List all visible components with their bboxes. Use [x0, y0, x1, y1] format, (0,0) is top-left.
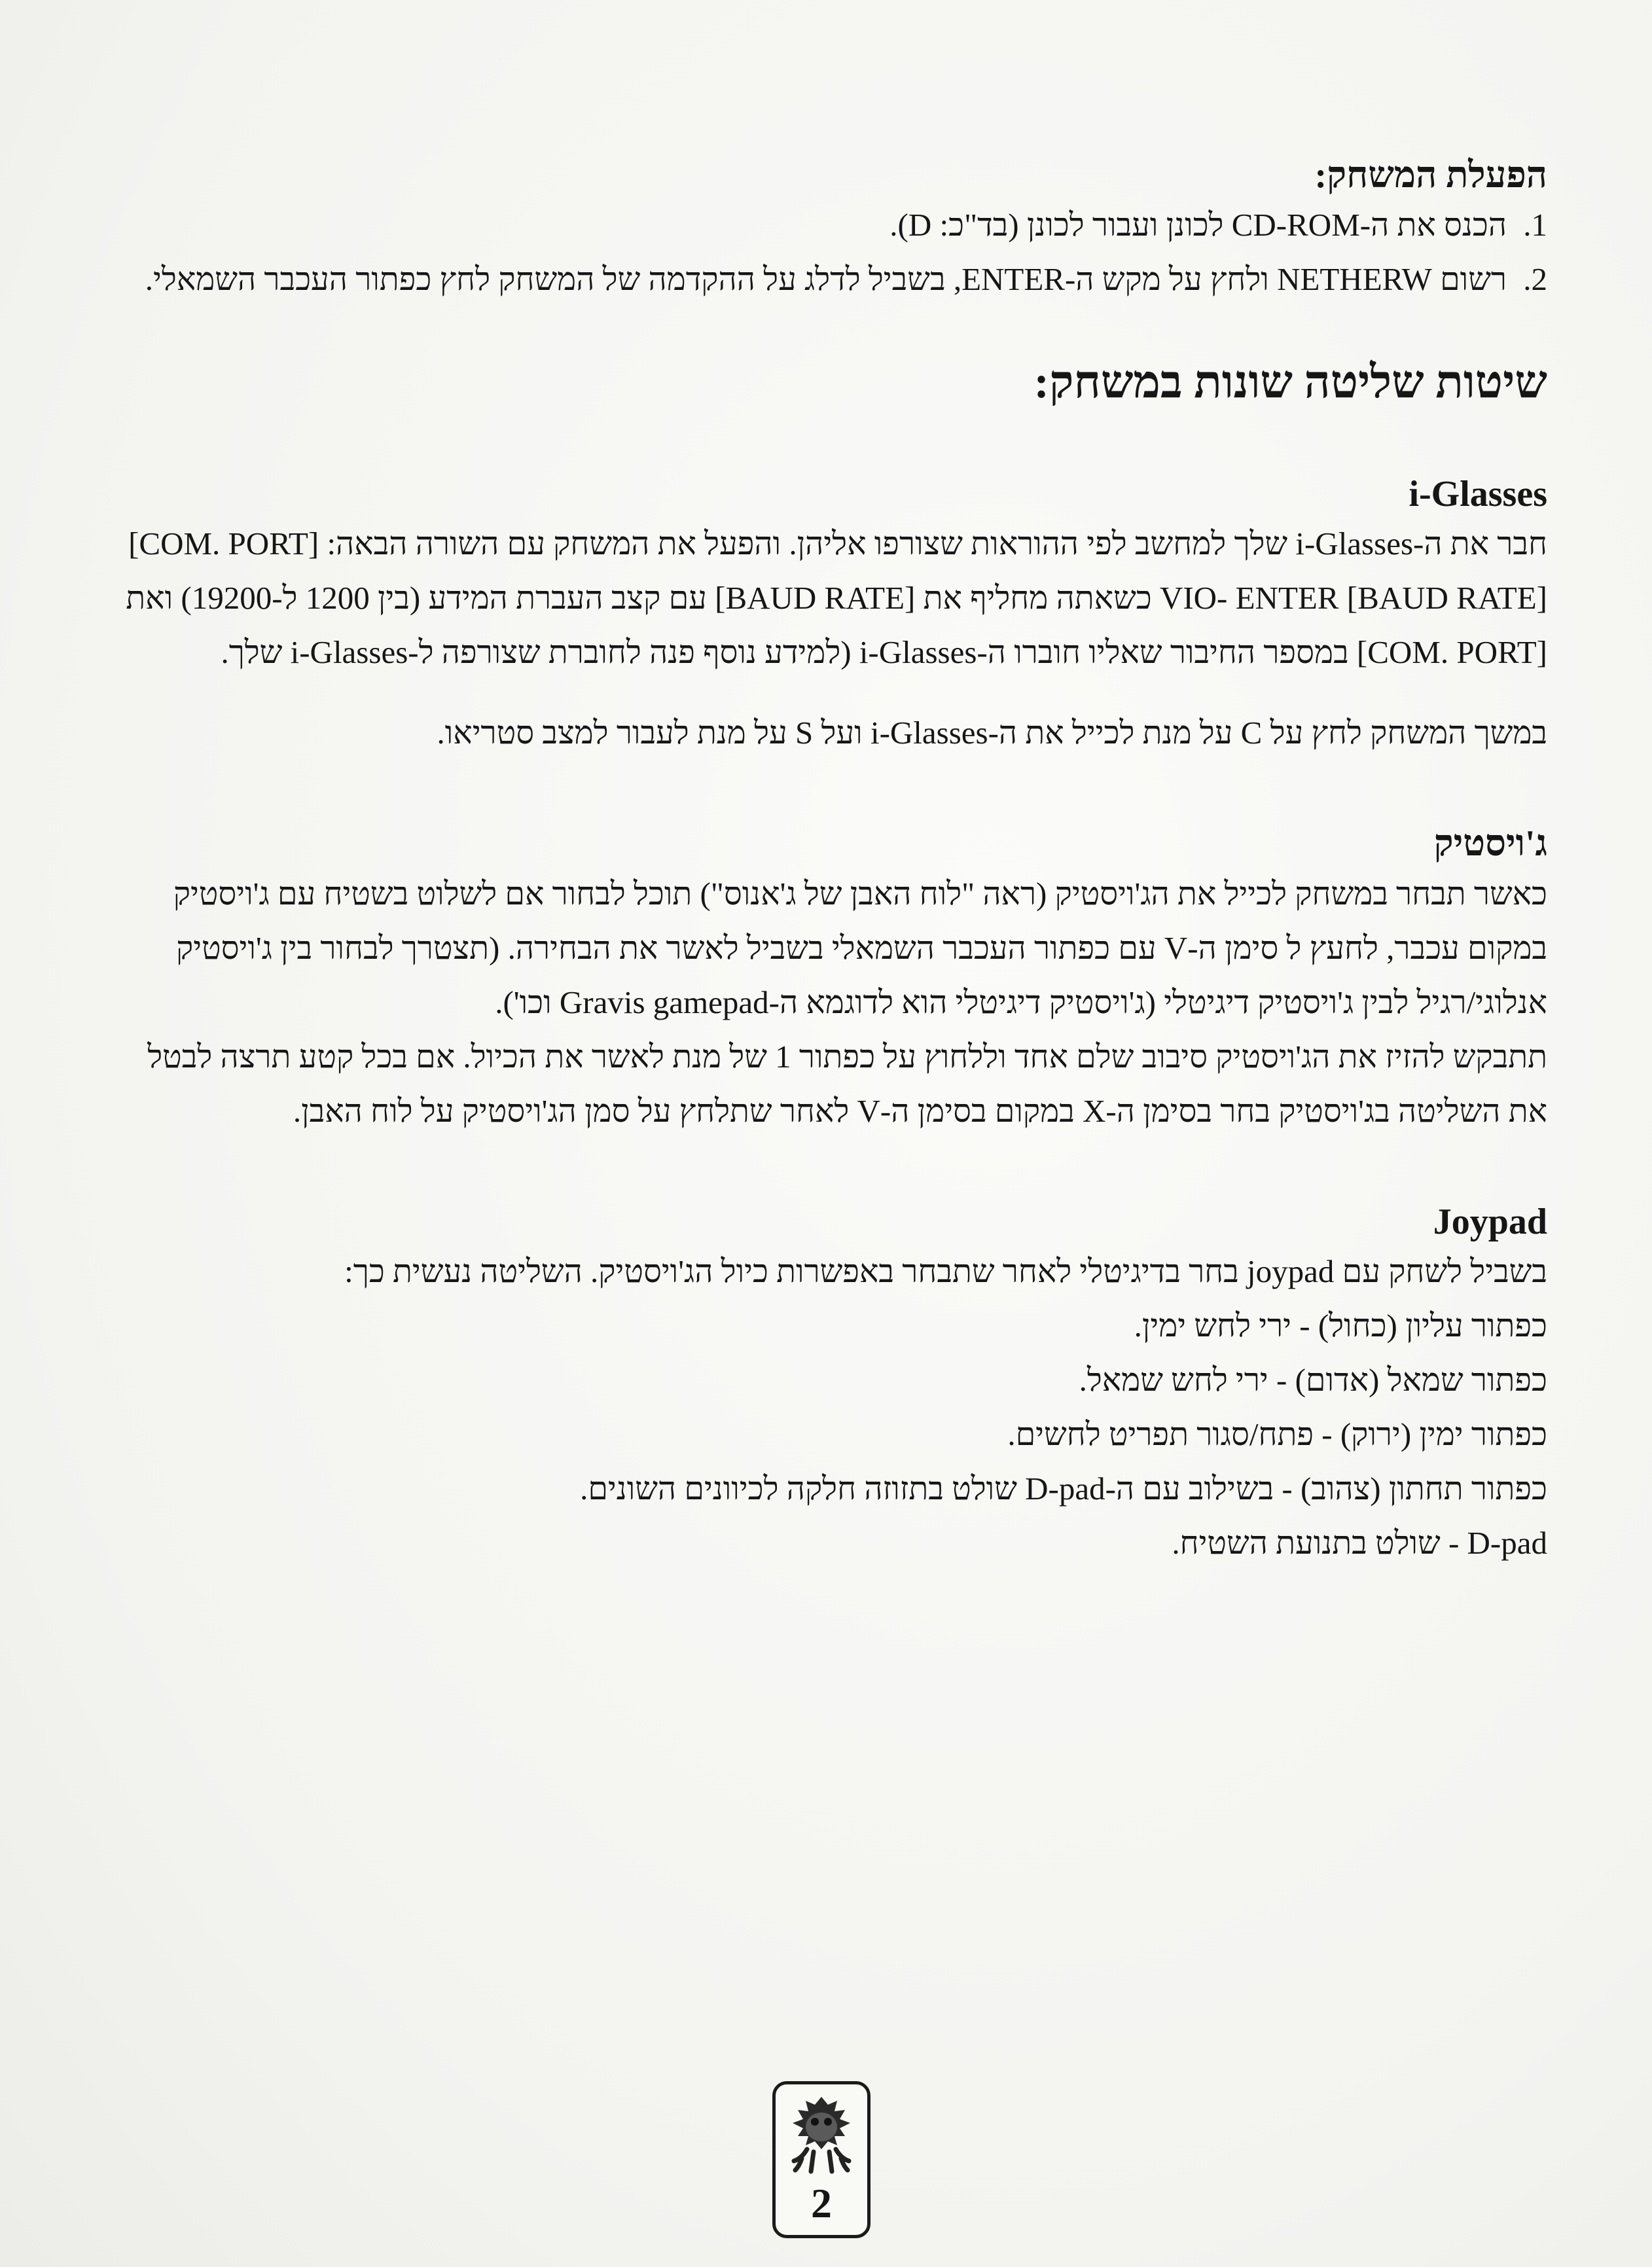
step-2-text: רשום NETHERW ולחץ על מקש ה-ENTER, בשביל לדלג על ההקדמה של המשחק לחץ כפתור העכבר השמאלי. — [145, 261, 1507, 298]
step-1-number: 1. — [1523, 207, 1547, 243]
iglasses-paragraph-1: חבר את ה-i-Glasses שלך למחשב לפי ההוראות שצורפו אליהן. והפעל את המשחק עם השורה הבאה: [COM. PORT] [BAUD RATE] VIO- ENTER כשאתה מחליף את [BAUD RATE] עם קצב העברת המידע (בין 1200 ל-19200) ואת [COM. PORT] במספר החיבור שאליו חוברו ה-i-Glasses (למידע נוסף פנה לחוברת שצורפה ל-i-Glasses שלך. — [126, 526, 1547, 671]
joypad-line-right-button: כפתור ימין (ירוק) - פתח/סגור תפריט לחשים. — [1007, 1416, 1547, 1452]
joystick-heading: ג'ויסטיק — [1433, 823, 1547, 865]
joypad-line-top-button: כפתור עליון (כחול) - ירי לחש ימין. — [1134, 1307, 1547, 1344]
step-1 — [114, 198, 1547, 252]
joystick-paragraph-2: תתבקש להזיז את הג'ויסטיק סיבוב שלם אחד וללחוץ על כפתור 1 של מנת לאשר את הכיול. אם בכל קטע תרצה לבטל את השליטה בג'ויסטיק בחר בסימן ה-X במקום בסימן ה-V לאחר שתלחץ על סמן הג'ויסטיק על לוח האבן. — [147, 1038, 1547, 1129]
joypad-intro: בשביל לשחק עם joypad בחר בדיגיטלי לאחר שתבחר באפשרות כיול הג'ויסטיק. השליטה נעשית כך: — [344, 1253, 1547, 1289]
step-2 — [114, 252, 1547, 306]
iglasses-heading: i-Glasses — [1409, 474, 1547, 515]
joypad-line-left-button: כפתור שמאל (אדום) - ירי לחש שמאל. — [1079, 1361, 1547, 1398]
section-title-control-methods: שיטות שליטה שונות במשחק: — [1033, 357, 1547, 408]
joypad-heading: Joypad — [1433, 1201, 1547, 1242]
joypad-line-bottom-button: כפתור תחתון (צהוב) - בשילוב עם ה-D-pad שולט בתזוזה חלקה לכיוונים השונים. — [580, 1470, 1547, 1507]
page-footer — [772, 2081, 871, 2238]
step-2-number: 2. — [1523, 261, 1547, 298]
iglasses-paragraph-2: במשך המשחק לחץ על C על מנת לכייל את ה-i-Glasses ועל S על מנת לעבור למצב סטריאו. — [437, 715, 1547, 751]
page-number: 2 — [811, 2180, 832, 2226]
frog-emblem-icon — [782, 2093, 861, 2177]
joypad-line-dpad: D-pad - שולט בתנועת השטיח. — [1172, 1524, 1547, 1561]
step-1-text: הכנס את ה-CD-ROM לכונן ועבור לכונן (בד"כ: D). — [889, 207, 1507, 243]
page-content — [114, 154, 1547, 1570]
section-title-start-game: הפעלת המשחק: — [1314, 155, 1547, 196]
joystick-paragraph-1: כאשר תבחר במשחק לכייל את הג'ויסטיק (ראה "לוח האבן של ג'אנוס") תוכל לבחור אם לשלוט בשטיח עם ג'ויסטיק במקום עכבר, לחעץ ל סימן ה-V עם כפתור העכבר השמאלי בשביל לאשר את הבחירה. (תצטרך לבחור בין ג'ויסטיק אנלוגי/רגיל לבין ג'ויסטיק דיגיטלי (ג'ויסטיק דיגיטלי הוא לדוגמא ה-Gravis gamepad וכו'). — [173, 875, 1547, 1020]
